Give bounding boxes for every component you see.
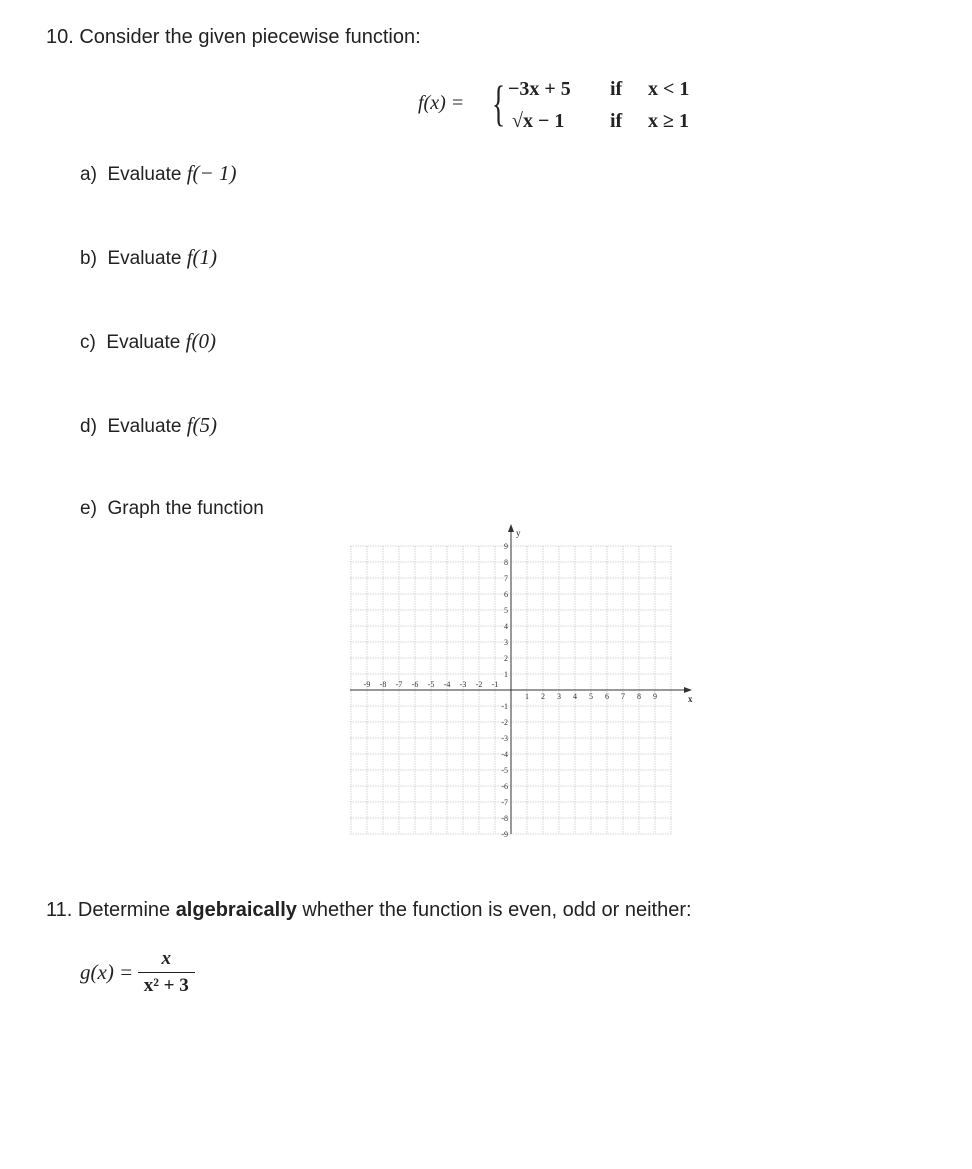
g-function [80, 948, 195, 997]
x-tick-label: 9 [653, 692, 657, 701]
y-tick-label: -7 [501, 798, 508, 807]
question-11-title [46, 899, 692, 922]
part-e-label: e) [80, 498, 97, 519]
part-d-arg: f(5) [186, 413, 218, 437]
g-function-lhs: g(x) = [80, 960, 134, 984]
x-axis-label: x [688, 694, 693, 704]
part-b-text: Evaluate [107, 248, 182, 269]
part-e-text: Graph the function [107, 498, 264, 519]
g-function-fraction [138, 948, 195, 997]
x-tick-label: 8 [637, 692, 641, 701]
part-c-text: Evaluate [106, 332, 181, 353]
part-c [80, 329, 216, 354]
x-tick-label: -3 [459, 680, 467, 689]
part-c-arg: f(0) [185, 329, 216, 353]
x-tick-label: 5 [589, 692, 593, 701]
y-tick-label: 6 [504, 590, 508, 599]
x-tick-label: -1 [491, 680, 499, 689]
case-2-cond: x ≥ 1 [648, 110, 689, 132]
y-tick-label: -1 [501, 702, 508, 711]
part-a-label: a) [80, 164, 97, 185]
y-tick-label: 3 [504, 638, 508, 647]
y-tick-label: 1 [504, 670, 508, 679]
y-tick-label: -5 [501, 766, 508, 775]
x-tick-label: -2 [475, 680, 483, 689]
y-axis-arrow [508, 524, 514, 532]
x-tick-label: -9 [363, 680, 371, 689]
case-2-cond-word: if [610, 110, 623, 132]
y-tick-label: -8 [501, 814, 508, 823]
part-a [80, 161, 236, 186]
y-tick-label: 4 [504, 622, 508, 631]
x-tick-label: 7 [621, 692, 625, 701]
q11-title-bold: algebraically [175, 899, 297, 921]
piecewise-function [418, 75, 718, 138]
y-axis-label: y [516, 528, 521, 538]
x-tick-label: -6 [411, 680, 419, 689]
y-tick-label: 7 [504, 574, 508, 583]
x-tick-label: -4 [443, 680, 451, 689]
y-tick-label: -3 [501, 734, 508, 743]
x-tick-label: 2 [541, 692, 545, 701]
part-d [80, 413, 217, 438]
function-lhs: f(x) = [418, 92, 465, 114]
part-a-text: Evaluate [107, 164, 182, 185]
y-tick-label: 2 [504, 654, 508, 663]
y-tick-label: -9 [501, 830, 508, 839]
x-tick-label: -7 [395, 680, 403, 689]
case-2-expr: √x − 1 [512, 110, 565, 132]
case-1-expr: −3x + 5 [508, 78, 571, 100]
part-d-label: d) [80, 416, 97, 437]
part-b-arg: f(1) [186, 245, 218, 269]
y-tick-label: -6 [501, 782, 508, 791]
q11-title-prefix: 11. Determine [46, 899, 176, 921]
y-tick-label: 8 [504, 558, 508, 567]
x-tick-label: 4 [573, 692, 577, 701]
part-b-label: b) [80, 248, 97, 269]
part-a-arg: f(− 1) [186, 161, 237, 185]
x-tick-label: 3 [557, 692, 561, 701]
g-denominator: x² + 3 [143, 975, 189, 996]
x-tick-label: 1 [525, 692, 529, 701]
g-numerator: x [138, 948, 195, 973]
part-c-label: c) [80, 332, 96, 353]
y-tick-label: -2 [501, 718, 508, 727]
axes [350, 524, 692, 834]
part-e [80, 498, 264, 520]
y-tick-label: -4 [501, 750, 508, 759]
x-tick-label: -5 [427, 680, 435, 689]
question-10-title: 10. Consider the given piecewise function: [46, 26, 421, 48]
q11-title-suffix: whether the function is even, odd or neither: [296, 899, 692, 921]
case-1-cond: x < 1 [648, 78, 690, 100]
x-axis-arrow [684, 687, 692, 693]
y-tick-label: 5 [504, 606, 508, 615]
x-tick-label: 6 [605, 692, 609, 701]
part-b [80, 245, 217, 270]
coordinate-grid [340, 522, 712, 846]
brace: { [492, 75, 506, 131]
case-1-cond-word: if [610, 78, 623, 100]
y-tick-label: 9 [504, 542, 508, 551]
part-d-text: Evaluate [107, 416, 182, 437]
x-tick-label: -8 [379, 680, 387, 689]
